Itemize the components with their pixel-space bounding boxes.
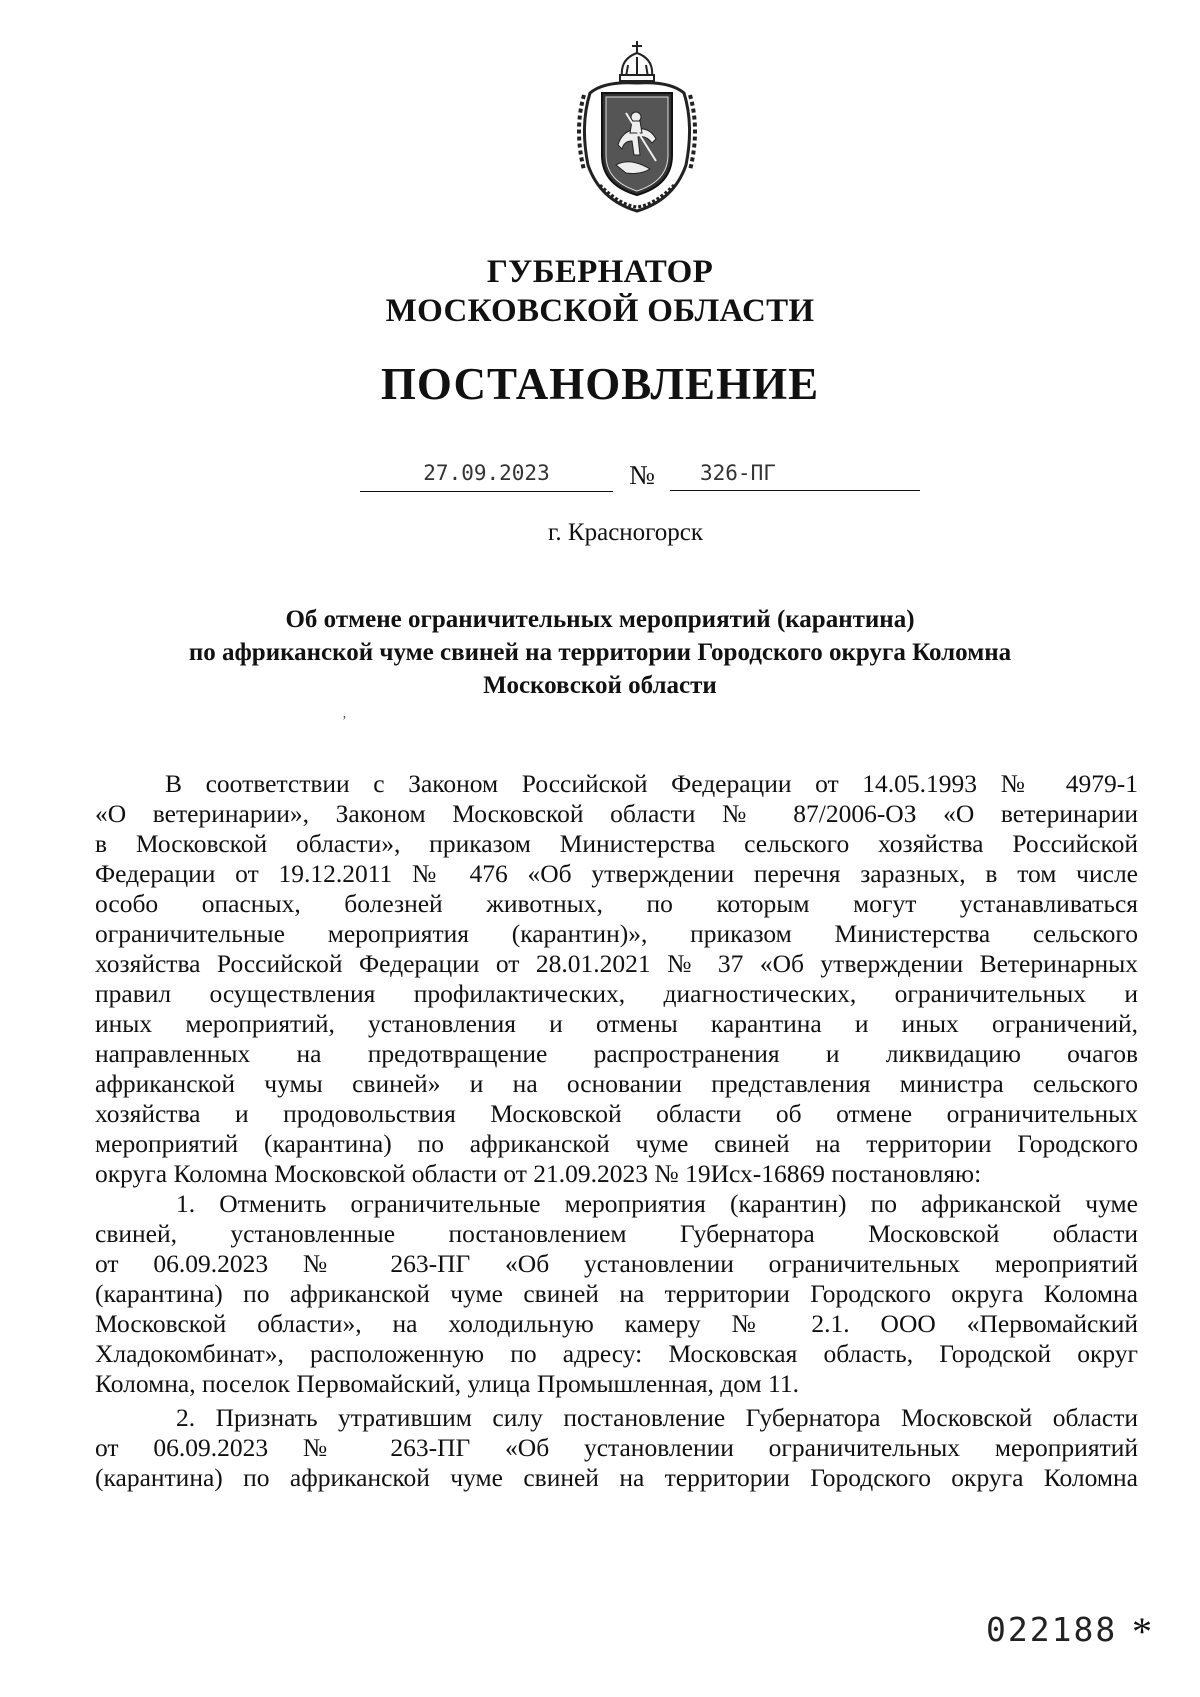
number-sign: № [629,460,655,490]
date-number-line [360,455,920,495]
body-line: 1. Отменить ограничительные мероприятия (карантин) по африканской чуме [176,1189,1138,1218]
body-line: направленных на предотвращение распространения и ликвидацию очагов [95,1039,1138,1068]
body-line: хозяйства Российской Федерации от 28.01.2021 № 37 «Об утверждении Ветеринарных [95,949,1138,978]
body-line: в Московской области», приказом Министерства сельского хозяйства Российской [95,829,1138,858]
document-number: 326-ПГ [670,455,920,491]
serial-number-stamp: 022188 [986,1610,1118,1649]
body-line: Федерации от 19.12.2011 № 476 «Об утверждении перечня заразных, в том числе [95,859,1138,888]
body-line: иных мероприятий, установления и отмены карантина и иных ограничений, [95,1009,1138,1038]
body-line: 2. Признать утратившим силу постановление Губернатора Московской области [176,1403,1138,1432]
body-line: африканской чумы свиней» и на основании представления министра сельского [95,1069,1138,1098]
document-title-line: по африканской чуме свиней на территории Городского округа Коломна [188,639,1012,666]
body-line: Хладокомбинат», расположенную по адресу: Московская область, Городской округ [95,1339,1138,1368]
body-line: ограничительные мероприятия (карантин)», приказом Министерства сельского [95,919,1138,948]
body-line: «О ветеринарии», Законом Московской области № 87/2006-ОЗ «О ветеринарии [95,799,1138,828]
authority-title-line1: ГУБЕРНАТОР [486,254,714,290]
document-title-line: Московской области [483,672,717,699]
body-line: особо опасных, болезней животных, по которым могут устанавливаться [95,889,1138,918]
body-line: (карантина) по африканской чуме свиней на территории Городского округа Коломна [95,1463,1138,1492]
city: г. Красногорск [548,519,704,546]
body-line: Коломна, поселок Первомайский, улица Промышленная, дом 11. [95,1369,799,1398]
authority-title-line2: МОСКОВСКОЙ ОБЛАСТИ [385,293,815,329]
body-line: (карантина) по африканской чуме свиней на территории Городского округа Коломна [95,1279,1138,1308]
body-line: Московской области», на холодильную камеру № 2.1. ООО «Первомайский [95,1309,1138,1338]
star-icon: * [1132,1609,1152,1654]
scan-mark: ʼ [342,714,347,729]
document-date: 27.09.2023 [360,455,613,492]
body-line: хозяйства и продовольствия Московской области об отмене ограничительных [95,1099,1138,1128]
body-line: от 06.09.2023 № 263-ПГ «Об установлении ограничительных мероприятий [95,1249,1138,1278]
document-type: ПОСТАНОВЛЕНИЕ [380,359,820,409]
body-line: округа Коломна Московской области от 21.09.2023 № 19Исх-16869 постановляю: [95,1159,982,1188]
body-line: правил осуществления профилактических, диагностических, ограничительных и [95,979,1138,1008]
body-line: от 06.09.2023 № 263-ПГ «Об установлении ограничительных мероприятий [95,1433,1138,1462]
coat-of-arms-emblem [570,35,704,215]
body-line: мероприятий (карантина) по африканской чуме свиней на территории Городского [95,1129,1138,1158]
body-line: свиней, установленные постановлением Губернатора Московской области [95,1219,1138,1248]
document-title-line: Об отмене ограничительных мероприятий (карантина) [285,606,915,633]
body-line: В соответствии с Законом Российской Федерации от 14.05.1993 № 4979-1 [165,769,1138,798]
